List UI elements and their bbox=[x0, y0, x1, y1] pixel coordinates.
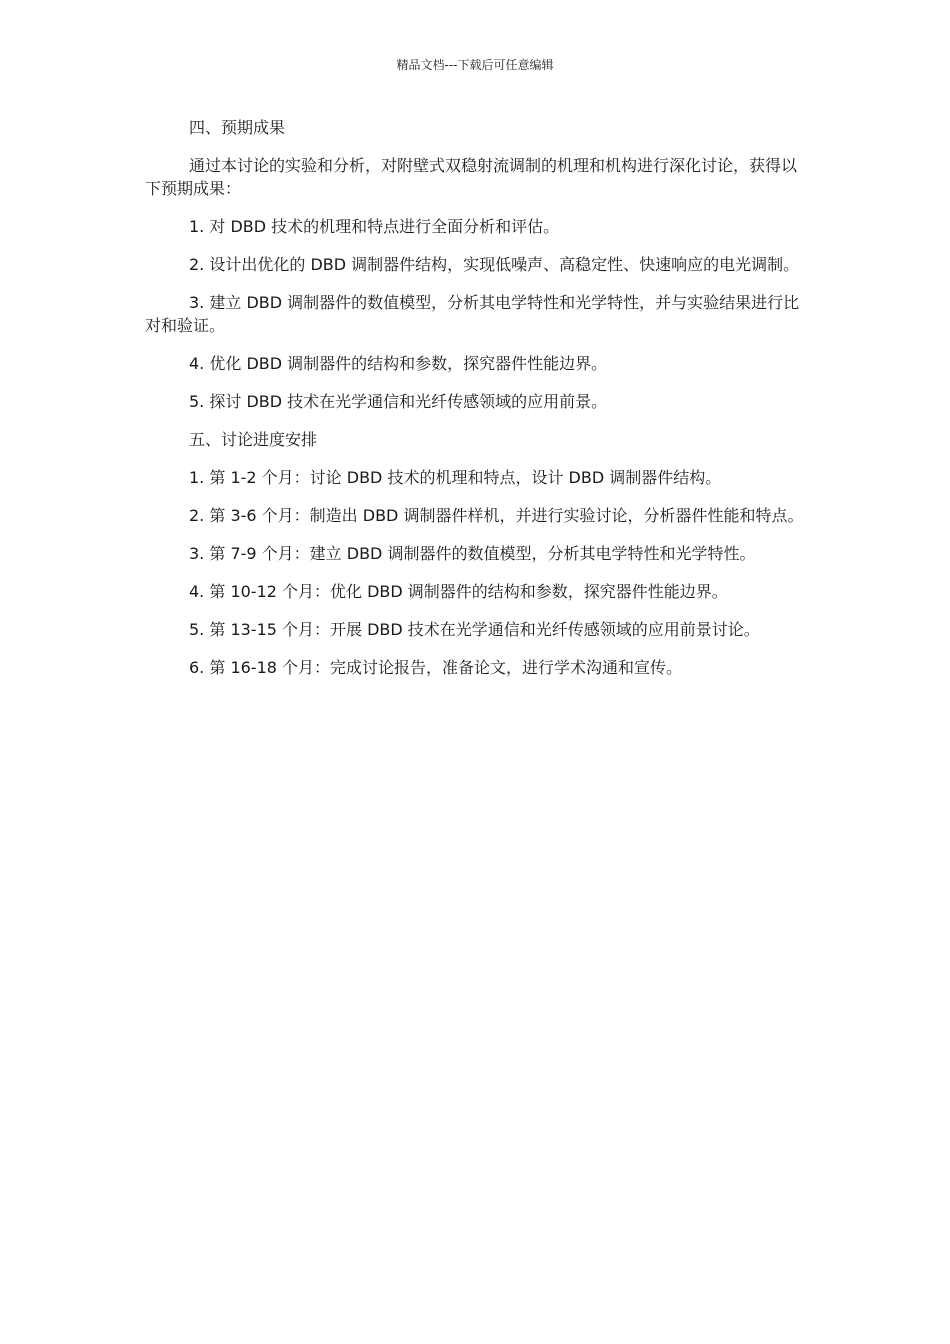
section-heading-schedule: 五、讨论进度安排 bbox=[189, 430, 318, 449]
section-heading-expected-results: 四、预期成果 bbox=[189, 118, 286, 137]
schedule-item-6: 6. 第 16-18 个月：完成讨论报告，准备论文，进行学术沟通和宣传。 bbox=[189, 658, 683, 677]
result-item-3: 3. 建立 DBD 调制器件的数值模型，分析其电学特性和光学特性，并与实验结果进行比对和验证。 bbox=[145, 293, 800, 335]
schedule-item-2: 2. 第 3-6 个月：制造出 DBD 调制器件样机，并进行实验讨论，分析器件性能和特点。 bbox=[189, 506, 804, 525]
intro-paragraph: 通过本讨论的实验和分析，对附壁式双稳射流调制的机理和机构进行深化讨论，获得以下预期成果： bbox=[145, 156, 798, 198]
schedule-item-3: 3. 第 7-9 个月：建立 DBD 调制器件的数值模型，分析其电学特性和光学特性。 bbox=[189, 544, 756, 563]
result-item-5: 5. 探讨 DBD 技术在光学通信和光纤传感领域的应用前景。 bbox=[189, 392, 608, 411]
result-item-4: 4. 优化 DBD 调制器件的结构和参数，探究器件性能边界。 bbox=[189, 354, 608, 373]
result-item-2: 2. 设计出优化的 DBD 调制器件结构，实现低噪声、高稳定性、快速响应的电光调制。 bbox=[189, 255, 800, 274]
schedule-item-5: 5. 第 13-15 个月：开展 DBD 技术在光学通信和光纤传感领域的应用前景讨论。 bbox=[189, 620, 760, 639]
page-header: 精品文档---下载后可任意编辑 bbox=[396, 58, 554, 72]
schedule-item-1: 1. 第 1-2 个月：讨论 DBD 技术的机理和特点，设计 DBD 调制器件结构。 bbox=[189, 468, 722, 487]
schedule-item-4: 4. 第 10-12 个月：优化 DBD 调制器件的结构和参数，探究器件性能边界。 bbox=[189, 582, 728, 601]
document-body bbox=[145, 116, 807, 694]
result-item-1: 1. 对 DBD 技术的机理和特点进行全面分析和评估。 bbox=[189, 217, 560, 236]
